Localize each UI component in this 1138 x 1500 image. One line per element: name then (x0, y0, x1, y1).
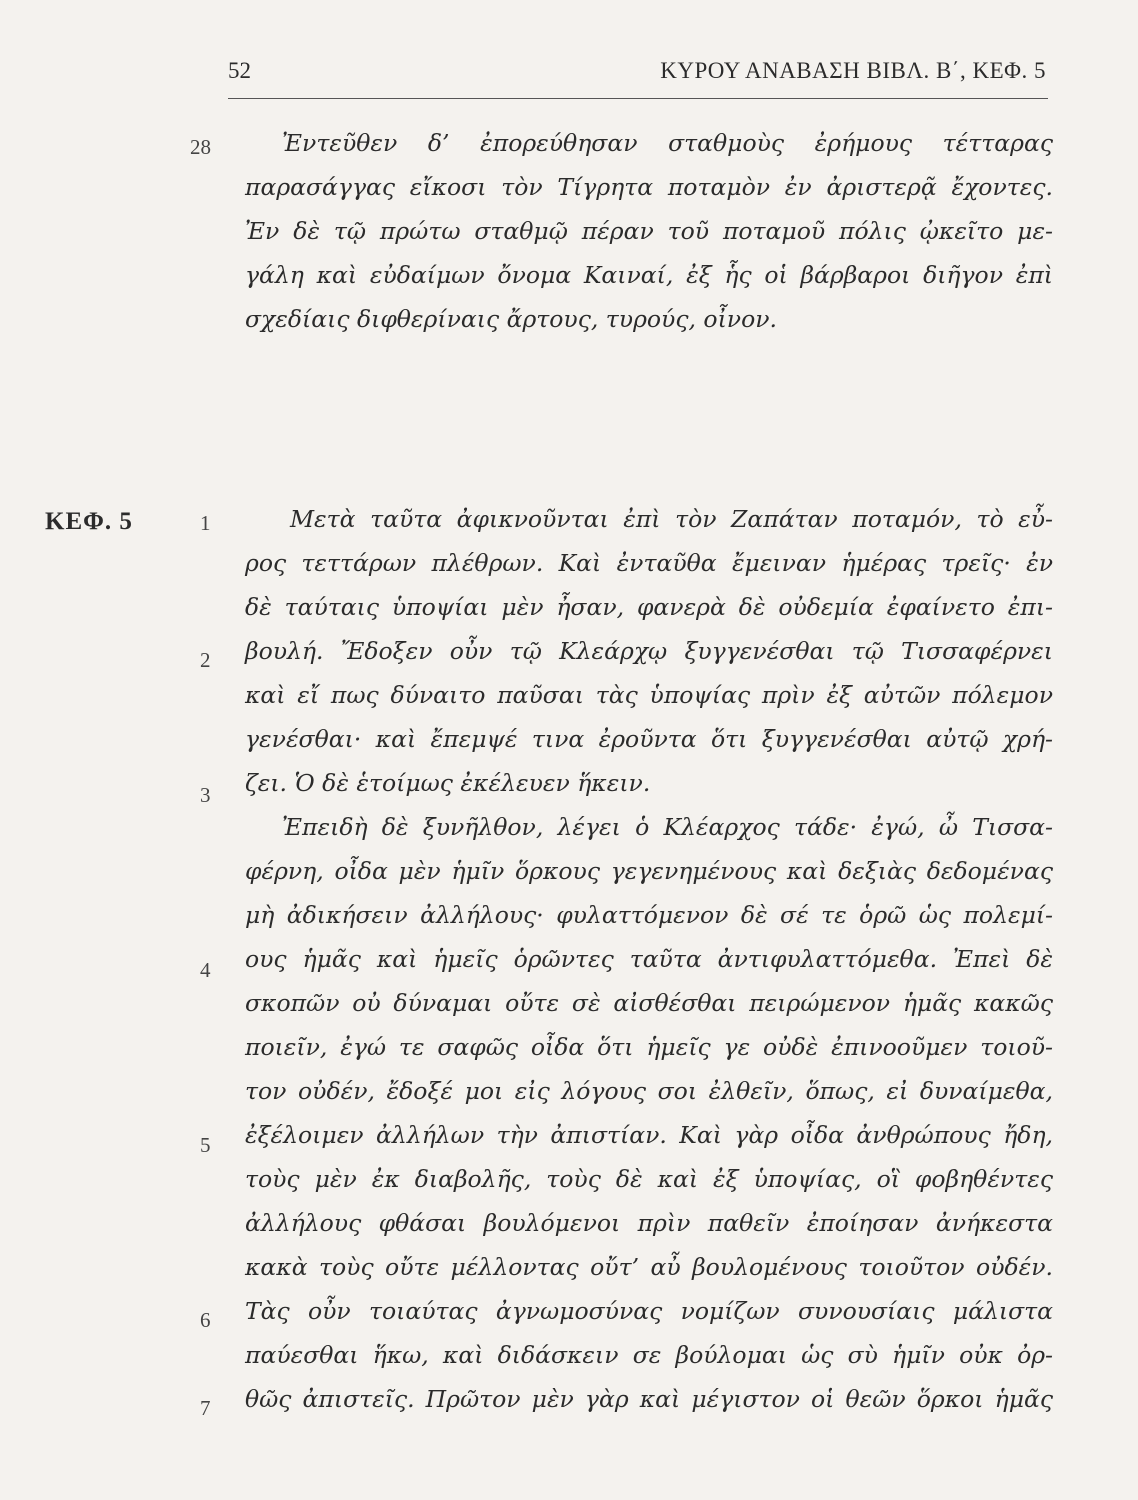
text-line: σχεδίαις διφθερίναις ἄρτους, τυρούς, οἶνον. (245, 305, 777, 333)
margin-number-28: 28 (190, 135, 211, 159)
margin-number-7: 7 (200, 1396, 211, 1420)
text-line: σκοπῶν οὐ δύναμαι οὔτε σὲ αἰσθέσθαι πειρώμενον ἡμᾶς κακῶς (245, 989, 1053, 1017)
text-line: ζει. Ὁ δὲ ἑτοίμως ἐκέλευεν ἥκειν. (245, 769, 651, 797)
text-line: φέρνη, οἶδα μὲν ἡμῖν ὅρκους γεγενημένους καὶ δεξιὰς δεδομένας (245, 857, 1053, 885)
margin-number-3: 3 (200, 783, 211, 807)
running-head: ΚΥΡΟΥ ΑΝΑΒΑΣΗ ΒΙΒΛ. Β΄, ΚΕΦ. 5 (660, 58, 1046, 83)
text-line: Ἐπειδὴ δὲ ξυνῆλθον, λέγει ὁ Κλέαρχος τάδε· ἐγώ, ὦ Τισσα- (282, 813, 1053, 841)
text-line: τοὺς μὲν ἐκ διαβολῆς, τοὺς δὲ καὶ ἐξ ὑποψίας, οἳ φοβηθέντες (245, 1165, 1053, 1193)
text-line: κακὰ τοὺς οὔτε μέλλοντας οὔτ’ αὖ βουλομένους τοιοῦτον οὐδέν. (245, 1253, 1053, 1281)
text-line: Μετὰ ταῦτα ἀφικνοῦνται ἐπὶ τὸν Ζαπάταν ποταμόν, τὸ εὖ- (290, 505, 1053, 533)
text-line: μὴ ἀδικήσειν ἀλλήλους· φυλαττόμενον δὲ σέ τε ὁρῶ ὡς πολεμί- (245, 901, 1053, 929)
text-line: γενέσθαι· καὶ ἔπεμψέ τινα ἐροῦντα ὅτι ξυγγενέσθαι αὐτῷ χρή- (245, 725, 1053, 753)
text-line: ἀλλήλους φθάσαι βουλόμενοι πρὶν παθεῖν ἐποίησαν ἀνήκεστα (245, 1209, 1053, 1237)
text-line: Τὰς οὖν τοιαύτας ἀγνωμοσύνας νομίζων συνουσίαις μάλιστα (245, 1297, 1053, 1325)
chapter-label: ΚΕΦ. 5 (45, 508, 133, 535)
text-line: ἐξέλοιμεν ἀλλήλων τὴν ἀπιστίαν. Καὶ γὰρ οἶδα ἀνθρώπους ἤδη, (245, 1121, 1053, 1149)
margin-number-5: 5 (200, 1133, 211, 1157)
text-line: τον οὐδέν, ἔδοξέ μοι εἰς λόγους σοι ἐλθεῖν, ὅπως, εἰ δυναίμεθα, (245, 1077, 1053, 1105)
margin-number-2: 2 (200, 648, 211, 672)
margin-number-6: 6 (200, 1308, 211, 1332)
text-line: Ἐν δὲ τῷ πρώτω σταθμῷ πέραν τοῦ ποταμοῦ πόλις ᾠκεῖτο με- (245, 217, 1053, 245)
text-line: παρασάγγας εἴκοσι τὸν Τίγρητα ποταμὸν ἐν ἀριστερᾷ ἔχοντες. (245, 173, 1053, 201)
margin-number-4: 4 (200, 958, 211, 982)
page-number: 52 (228, 58, 251, 83)
text-line: ους ἡμᾶς καὶ ἡμεῖς ὁρῶντες ταῦτα ἀντιφυλαττόμεθα. Ἐπεὶ δὲ (245, 945, 1053, 973)
text-line: ποιεῖν, ἐγώ τε σαφῶς οἶδα ὅτι ἡμεῖς γε οὐδὲ ἐπινοοῦμεν τοιοῦ- (245, 1033, 1053, 1061)
text-line: παύεσθαι ἥκω, καὶ διδάσκειν σε βούλομαι ὡς σὺ ἡμῖν οὐκ ὀρ- (245, 1341, 1053, 1369)
text-line: ρος τεττάρων πλέθρων. Καὶ ἐνταῦθα ἔμειναν ἡμέρας τρεῖς· ἐν (245, 549, 1053, 577)
text-line: Ἐντεῦθεν δ’ ἐπορεύθησαν σταθμοὺς ἐρήμους τέτταρας (282, 129, 1053, 157)
text-line: γάλη καὶ εὐδαίμων ὄνομα Καιναί, ἐξ ἧς οἱ βάρβαροι διῆγον ἐπὶ (245, 261, 1053, 289)
text-line: θῶς ἀπιστεῖς. Πρῶτον μὲν γὰρ καὶ μέγιστον οἱ θεῶν ὅρκοι ἡμᾶς (245, 1385, 1053, 1413)
text-line: βουλή. Ἔδοξεν οὖν τῷ Κλεάρχῳ ξυγγενέσθαι τῷ Τισσαφέρνει (245, 637, 1053, 665)
text-line: δὲ ταύταις ὑποψίαι μὲν ἦσαν, φανερὰ δὲ οὐδεμία ἐφαίνετο ἐπι- (245, 593, 1053, 621)
page-header (228, 58, 1048, 99)
margin-number-1: 1 (200, 511, 211, 535)
text-line: καὶ εἴ πως δύναιτο παῦσαι τὰς ὑποψίας πρὶν ἐξ αὐτῶν πόλεμον (245, 681, 1053, 709)
